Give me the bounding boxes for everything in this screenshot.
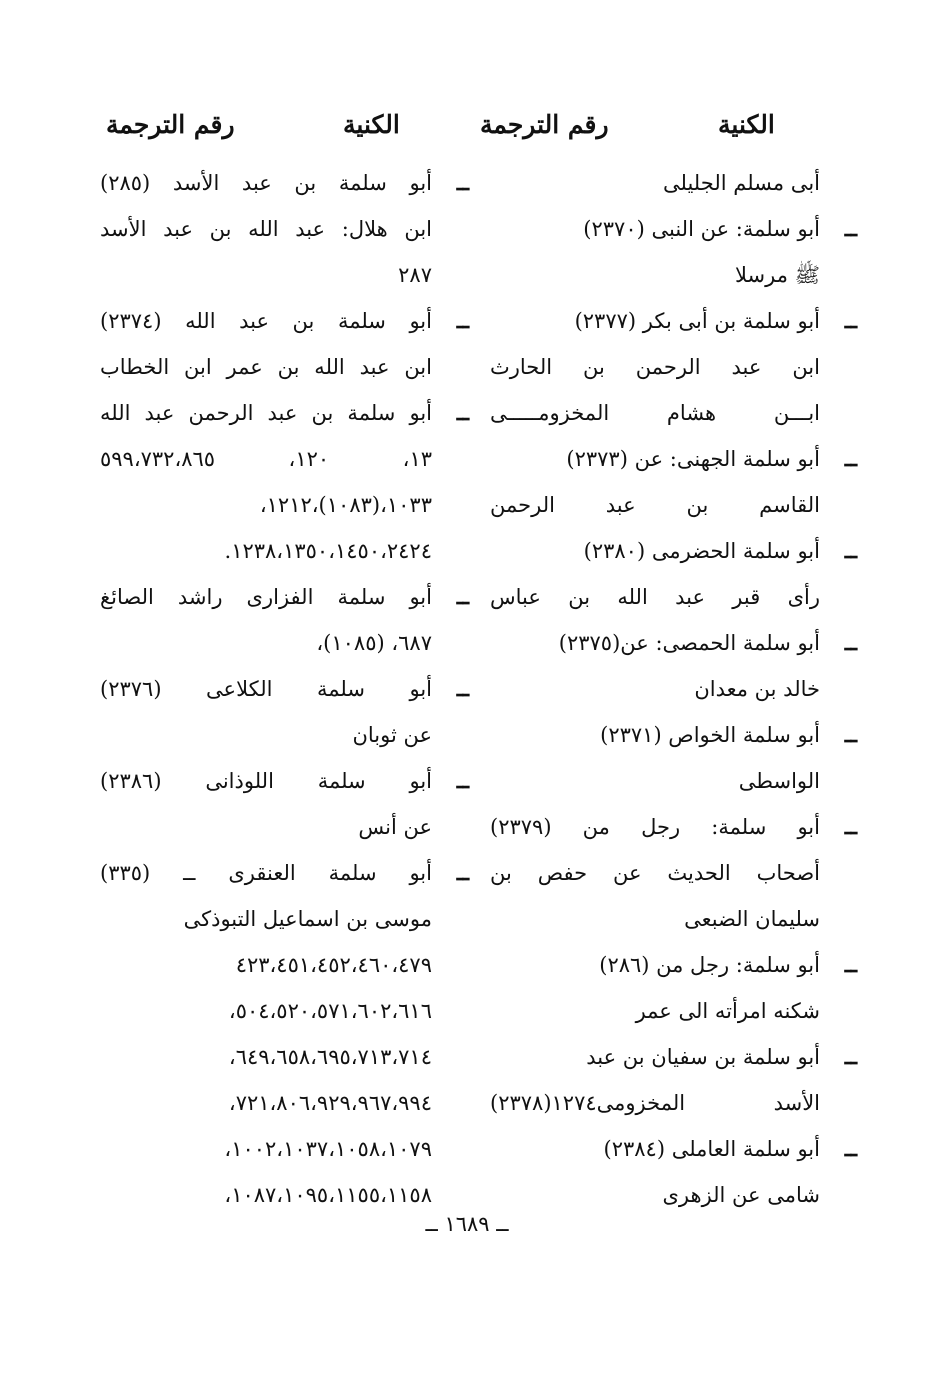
entry-text: أبو سلمة بن عبد الأسد (٢٨٥)	[100, 171, 432, 195]
entry-text: أبو سلمة: عن النبى (٢٣٧٠)	[583, 217, 820, 241]
entry-text: أبو سلمة: رجل من (٢٨٦)	[599, 953, 820, 977]
entry-text: الأسد المخزومى١٢٧٤(٢٣٧٨)	[490, 1091, 820, 1115]
entry-line	[490, 804, 857, 850]
entry-dash: ــ	[456, 400, 469, 425]
entry-line	[100, 804, 432, 850]
entry-line	[490, 160, 820, 206]
entry-text: رأى قبر عبد الله بن عباس	[490, 585, 820, 609]
entry-line	[490, 344, 820, 390]
entry-text: أبى مسلم الجليلى	[663, 171, 820, 195]
entry-text: ٥٠٤،٥٢٠،٥٧١،٦٠٢،٦١٦،	[228, 999, 432, 1023]
entry-text: ابن عبد الرحمن بن الحارث	[490, 355, 820, 379]
entry-text: عن ثوبان	[352, 723, 432, 747]
entry-dash: ــ	[456, 676, 469, 701]
entry-dash: ــ	[844, 722, 857, 747]
entry-text: أبو سلمة الفزارى راشد الصائغ	[100, 585, 432, 609]
entry-line	[490, 436, 857, 482]
entry-line	[100, 1034, 432, 1080]
entry-text: ٦٨٧، (١٠٨٥)،	[316, 631, 432, 655]
entry-text: ﷺ مرسلا	[734, 263, 820, 287]
entry-line	[100, 1080, 432, 1126]
entry-line	[490, 390, 820, 436]
right-column	[490, 160, 857, 1218]
header-kunya-left: الكنية	[343, 110, 400, 139]
entry-dash: ــ	[456, 584, 469, 609]
entry-line	[100, 482, 432, 528]
entry-text: خالد بن معدان	[694, 677, 820, 701]
entry-line	[490, 666, 820, 712]
entry-dash: ــ	[844, 1044, 857, 1069]
entry-text: موسى بن اسماعيل التبوذكى	[183, 907, 432, 931]
entry-text: ابـــن هشام المخزومـــــى	[490, 401, 820, 425]
entry-line	[100, 390, 469, 436]
entry-text: أبو سلمة الخواص (٢٣٧١)	[600, 723, 820, 747]
entry-line	[100, 298, 469, 344]
entry-line	[100, 528, 432, 574]
entry-line	[100, 666, 469, 712]
entry-line	[490, 850, 820, 896]
entry-line	[100, 712, 432, 758]
entry-text: أبو سلمة بن عبد الله (٢٣٧٤)	[100, 309, 432, 333]
entry-text: القاسم بن عبد الرحمن	[490, 493, 820, 517]
entry-dash: ــ	[844, 538, 857, 563]
entry-line	[490, 758, 820, 804]
entry-line	[490, 482, 820, 528]
entry-line	[490, 712, 857, 758]
entry-line	[100, 620, 432, 666]
entry-line	[490, 252, 820, 298]
entry-dash: ــ	[456, 308, 469, 333]
entry-line	[100, 988, 432, 1034]
entry-line	[100, 850, 469, 896]
entry-dash: ــ	[844, 952, 857, 977]
entry-line	[490, 620, 857, 666]
entry-line	[100, 1126, 432, 1172]
entry-line	[490, 942, 857, 988]
entry-line	[490, 988, 820, 1034]
entry-text: أبو سلمة الجهنى: عن (٢٣٧٣)	[566, 447, 820, 471]
entry-line	[100, 758, 469, 804]
entry-text: أبو سلمة الكلاعى (٢٣٧٦)	[100, 677, 432, 701]
entry-dash: ــ	[844, 1136, 857, 1161]
entry-line	[490, 206, 857, 252]
entry-text: شامى عن الزهرى	[662, 1183, 820, 1207]
entry-dash: ــ	[844, 216, 857, 241]
entry-text: ١٠٠٢،١٠٣٧،١٠٥٨،١٠٧٩،	[224, 1137, 432, 1161]
entry-dash: ــ	[456, 768, 469, 793]
entry-text: ١٠٨٧،١٠٩٥،١١٥٥،١١٥٨،	[224, 1183, 432, 1207]
entry-line	[490, 1034, 857, 1080]
entry-dash: ــ	[844, 814, 857, 839]
entry-text: أبو سلمة اللوذانى (٢٣٨٦)	[100, 769, 432, 793]
entry-text: أصحاب الحديث عن حفص بن	[490, 861, 820, 885]
entry-text: ابن عبد الله بن عمر ابن الخطاب	[100, 355, 432, 379]
header-kunya-right: الكنية	[718, 110, 775, 139]
entry-dash: ــ	[844, 630, 857, 655]
entry-text: ٢٨٧	[398, 263, 432, 287]
entry-text: أبو سلمة بن سفيان بن عبد	[586, 1045, 820, 1069]
entry-text: ١٣، ١٢٠، ٥٩٩،٧٣٢،٨٦٥	[100, 447, 433, 471]
entry-text: ٧٢١،٨٠٦،٩٢٩،٩٦٧،٩٩٤،	[228, 1091, 432, 1115]
entry-text: أبو سلمة بن عبد الرحمن عبد الله	[100, 401, 432, 425]
entry-text: أبو سلمة الحضرمى (٢٣٨٠)	[583, 539, 820, 563]
header-number-right: رقم الترجمة	[480, 110, 609, 139]
entry-text: شكنه امرأته الى عمر	[635, 999, 820, 1023]
entry-text: أبو سلمة الحمصى: عن(٢٣٧٥)	[558, 631, 820, 655]
page-number: ــ ١٦٨٩ ــ	[425, 1212, 509, 1236]
entry-line	[100, 344, 432, 390]
entry-line	[100, 160, 469, 206]
entry-text: أبو سلمة بن أبى بكر (٢٣٧٧)	[574, 309, 820, 333]
entry-dash: ــ	[844, 308, 857, 333]
entry-text: سليمان الضبعى	[684, 907, 820, 931]
entry-text: أبو سلمة العاملى (٢٣٨٤)	[603, 1137, 820, 1161]
entry-text: ٤٢٣،٤٥١،٤٥٢،٤٦٠،٤٧٩	[235, 953, 432, 977]
entry-text: الواسطى	[738, 769, 820, 793]
entry-line	[490, 1080, 820, 1126]
entry-line	[490, 896, 820, 942]
entry-dash: ــ	[456, 860, 469, 885]
entry-line	[490, 574, 820, 620]
entry-text: ١٠٣٣،(١٠٨٣)،١٢١٢،	[259, 493, 432, 517]
entry-line	[100, 436, 432, 482]
header-number-left: رقم الترجمة	[106, 110, 235, 139]
entry-text: ١٢٣٨،١٣٥٠،١٤٥٠،٢٤٢٤.	[224, 539, 432, 563]
left-column	[100, 160, 469, 1218]
entry-line	[100, 942, 432, 988]
entry-text: ٦٤٩،٦٥٨،٦٩٥،٧١٣،٧١٤،	[228, 1045, 432, 1069]
entry-line	[100, 574, 469, 620]
entry-line	[490, 528, 857, 574]
entry-line	[490, 1126, 857, 1172]
entry-dash: ــ	[456, 170, 469, 195]
entry-line	[100, 252, 432, 298]
entry-line	[490, 298, 857, 344]
entry-dash: ــ	[844, 446, 857, 471]
entry-line	[100, 896, 432, 942]
entry-text: عن أنس	[358, 815, 432, 839]
entry-text: أبو سلمة العنقرى ــ (٣٣٥)	[100, 861, 432, 885]
entry-text: أبو سلمة: رجل من (٢٣٧٩)	[490, 815, 820, 839]
entry-line	[100, 206, 432, 252]
entry-text: ابن هلال: عبد الله بن عبد الأسد	[100, 217, 432, 241]
